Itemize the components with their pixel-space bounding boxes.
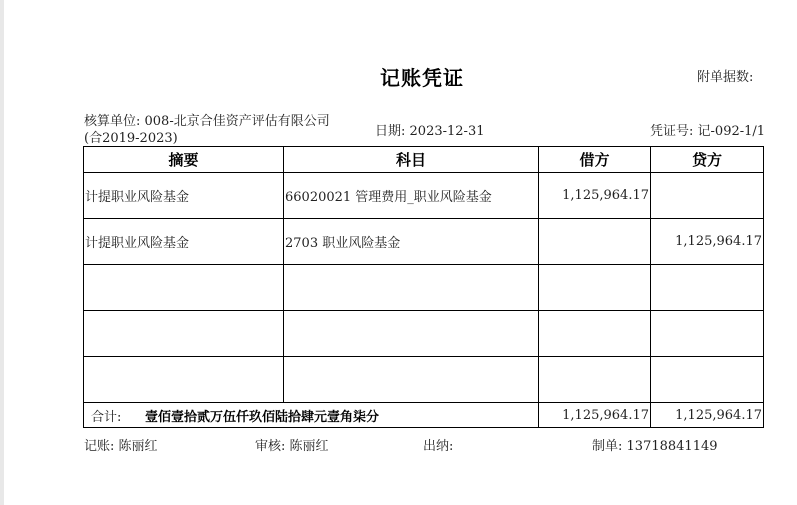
table-row (84, 219, 764, 265)
reviewer-name: 陈丽红 (289, 439, 329, 454)
total-amount-words: 壹佰壹拾贰万伍仟玖佰陆拾肆元壹角柒分 (145, 409, 380, 425)
cell-credit (651, 265, 764, 311)
cell-debit (539, 219, 651, 265)
cell-summary (84, 311, 284, 357)
cell-account (284, 357, 539, 403)
accounting-unit-period: (合2019-2023) (84, 131, 178, 146)
cell-account: 2703 职业风险基金 (284, 219, 539, 265)
reviewer-signoff (255, 435, 329, 454)
cell-account (284, 311, 539, 357)
voucher-number-value: 记-092-1/1 (697, 124, 766, 139)
cell-credit (651, 311, 764, 357)
total-words-cell (84, 403, 539, 428)
cell-credit (651, 357, 764, 403)
voucher-number (650, 120, 765, 139)
total-label: 合计: (91, 409, 122, 425)
date-label: 日期: (375, 124, 406, 139)
page-edge (0, 0, 4, 505)
cell-debit (539, 265, 651, 311)
preparer-signoff (592, 435, 718, 454)
table-row (84, 173, 764, 219)
voucher-table (83, 146, 764, 428)
reviewer-label: 审核: (255, 439, 286, 454)
header-account: 科目 (284, 147, 539, 173)
voucher-title: 记账凭证 (380, 66, 464, 90)
cell-summary (84, 265, 284, 311)
cashier-signoff (423, 435, 458, 454)
preparer-label: 制单: (592, 439, 623, 454)
header-summary: 摘要 (84, 147, 284, 173)
total-credit: 1,125,964.17 (651, 403, 764, 428)
table-row (84, 265, 764, 311)
header-credit: 贷方 (651, 147, 764, 173)
cell-summary: 计提职业风险基金 (84, 219, 284, 265)
bookkeeper-signoff (84, 435, 158, 454)
cell-debit (539, 311, 651, 357)
bookkeeper-label: 记账: (84, 439, 115, 454)
voucher-number-label: 凭证号: (650, 124, 694, 139)
cell-debit (539, 357, 651, 403)
cell-account (284, 265, 539, 311)
cell-credit (651, 173, 764, 219)
table-row (84, 357, 764, 403)
table-row (84, 311, 764, 357)
date-value: 2023-12-31 (409, 124, 485, 139)
accounting-unit: 核算单位: 008-北京合佳资产评估有限公司 (84, 114, 330, 129)
preparer-name: 13718841149 (626, 439, 718, 454)
cell-credit: 1,125,964.17 (651, 219, 764, 265)
cell-summary (84, 357, 284, 403)
attachments-count-label: 附单据数: (697, 70, 754, 85)
cell-debit: 1,125,964.17 (539, 173, 651, 219)
cell-account: 66020021 管理费用_职业风险基金 (284, 173, 539, 219)
cell-summary: 计提职业风险基金 (84, 173, 284, 219)
cashier-label: 出纳: (423, 439, 454, 454)
voucher-date (375, 120, 484, 139)
bookkeeper-name: 陈丽红 (118, 439, 158, 454)
total-row (84, 403, 764, 428)
total-debit: 1,125,964.17 (539, 403, 651, 428)
header-debit: 借方 (539, 147, 651, 173)
